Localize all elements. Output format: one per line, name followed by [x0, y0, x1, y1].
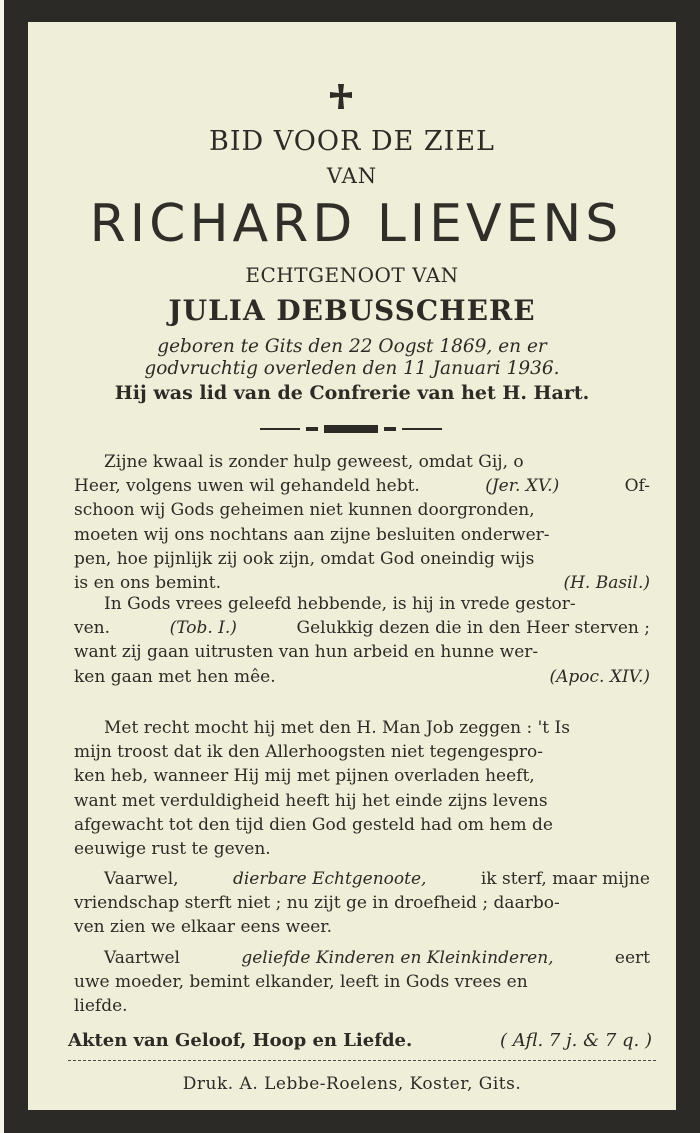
text-span: mijn troost dat ik den Allerhoogsten niet tegengespro-	[74, 742, 543, 763]
text-line	[74, 716, 650, 740]
paragraph-5	[74, 946, 650, 1019]
scripture-reference: (H. Basil.)	[563, 573, 650, 594]
card-paper	[28, 22, 676, 1110]
italic-phrase: dierbare Echtgenoote,	[232, 869, 427, 889]
text-span: liefde.	[74, 996, 128, 1017]
text-line	[74, 665, 650, 689]
text-line	[74, 813, 650, 837]
text-span: Met recht mocht hij met den H. Man Job zeggen : 't Is	[104, 718, 570, 738]
death-line: godvruchtig overleden den 11 Januari 1936.	[144, 358, 560, 379]
deceased-name: RICHARD LIEVENS	[89, 194, 623, 254]
birth-line: geboren te Gits den 22 Oogst 1869, en er	[157, 336, 547, 357]
van-label: VAN	[326, 164, 378, 188]
memorial-card	[4, 0, 700, 1133]
text-span: Of-	[624, 476, 650, 497]
text-span: afgewacht tot den tijd dien God gesteld had om hem de	[74, 814, 553, 835]
text-span: want zij gaan uitrusten van hun arbeid en hunne wer-	[74, 642, 539, 663]
text-line	[74, 946, 650, 970]
closing-reference: ( Afl. 7 j. & 7 q. )	[500, 1030, 652, 1051]
scripture-reference: (Tob. I.)	[169, 618, 237, 639]
text-span: Heer, volgens uwen wil gehandeld hebt.	[74, 476, 420, 497]
paragraph-1	[74, 450, 650, 595]
dashed-separator	[68, 1060, 656, 1061]
text-span: eert	[614, 948, 650, 968]
text-line	[74, 450, 650, 474]
text-line	[74, 616, 650, 640]
paragraph-2	[74, 592, 650, 689]
text-span: moeten wij ons nochtans aan zijne besluiten onderwer-	[74, 524, 550, 545]
italic-phrase: geliefde Kinderen en Kleinkinderen,	[241, 948, 554, 968]
text-span: is en ons bemint.	[74, 573, 221, 594]
text-line	[74, 547, 650, 571]
text-span: ven zien we elkaar eens weer.	[74, 917, 332, 938]
text-span: uwe moeder, bemint elkander, leeft in Gods vrees en	[74, 972, 528, 993]
text-line	[74, 740, 650, 764]
life-dates	[28, 336, 676, 380]
text-span: ik sterf, maar mijne	[480, 869, 650, 889]
text-line	[74, 837, 650, 861]
text-line	[74, 867, 650, 891]
text-line	[74, 789, 650, 813]
prayer-heading: BID VOOR DE ZIEL	[209, 126, 495, 157]
text-span: pen, hoe pijnlijk zij ook zijn, omdat God oneindig wijs	[74, 548, 535, 569]
text-span: eeuwige rust te geven.	[74, 839, 271, 860]
text-line	[74, 592, 650, 616]
text-line	[74, 915, 650, 939]
text-span: In Gods vrees geleefd hebbende, is hij in vrede gestor-	[104, 594, 576, 614]
ornamental-divider	[260, 424, 442, 434]
text-line	[74, 640, 650, 664]
spouse-name: JULIA DEBUSSCHERE	[168, 294, 536, 327]
text-span: Gelukkig dezen die in den Heer sterven ;	[296, 618, 650, 639]
scripture-reference: (Apoc. XIV.)	[549, 666, 650, 687]
text-line	[74, 498, 650, 522]
closing-text: Akten van Geloof, Hoop en Liefde.	[68, 1030, 413, 1051]
text-line	[74, 970, 650, 994]
cross-icon	[326, 82, 356, 112]
text-line	[74, 891, 650, 915]
paragraph-3	[74, 716, 650, 861]
text-line	[74, 994, 650, 1018]
text-span: ven.	[74, 618, 111, 639]
text-span: ken gaan met hen mêe.	[74, 666, 276, 687]
text-span: Vaarwel,	[104, 869, 179, 889]
text-span: want met verduldigheid heeft hij het einde zijns levens	[74, 790, 548, 811]
text-line	[74, 523, 650, 547]
closing-line	[68, 1030, 652, 1051]
scripture-reference: (Jer. XV.)	[485, 476, 560, 497]
membership-line: Hij was lid van de Confrerie van het H. Hart.	[114, 382, 590, 404]
printer-credit: Druk. A. Lebbe-Roelens, Koster, Gits.	[182, 1074, 522, 1094]
paragraph-4	[74, 867, 650, 940]
text-line	[74, 764, 650, 788]
text-span: vriendschap sterft niet ; nu zijt ge in droefheid ; daarbo-	[74, 893, 560, 914]
text-line	[74, 474, 650, 498]
text-span: Vaartwel	[104, 948, 180, 968]
spouse-label: ECHTGENOOT VAN	[245, 263, 459, 287]
text-span: Zijne kwaal is zonder hulp geweest, omdat Gij, o	[104, 452, 524, 472]
text-span: schoon wij Gods geheimen niet kunnen doorgronden,	[74, 500, 535, 521]
text-span: ken heb, wanneer Hij mij met pijnen overladen heeft,	[74, 766, 535, 787]
